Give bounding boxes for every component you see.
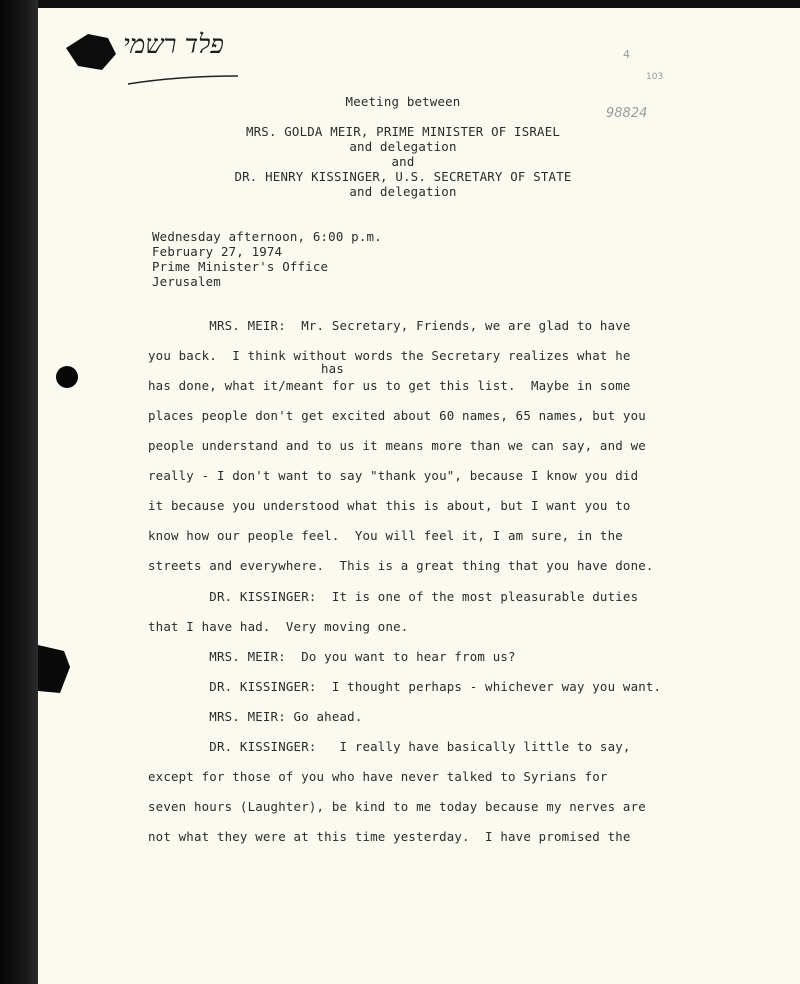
document-page	[38, 8, 800, 984]
meeting-time: Wednesday afternoon, 6:00 p.m.	[152, 229, 382, 244]
heading-line-3: and delegation	[349, 139, 457, 154]
body-line: people understand and to us it means more than we can say, and we	[148, 438, 646, 453]
body-line: MRS. MEIR: Mr. Secretary, Friends, we are glad to have	[148, 318, 631, 333]
body-line: except for those of you who have never talked to Syrians for	[148, 769, 608, 784]
body-line: know how our people feel. You will feel it, I am sure, in the	[148, 528, 623, 543]
body-line: DR. KISSINGER: It is one of the most pleasurable duties	[148, 589, 639, 604]
heading-line-5: DR. HENRY KISSINGER, U.S. SECRETARY OF STATE	[234, 169, 572, 184]
body-line: not what they were at this time yesterday. I have promised the	[148, 829, 631, 844]
heading-line-2: MRS. GOLDA MEIR, PRIME MINISTER OF ISRAEL	[245, 124, 561, 139]
scan-border-left	[0, 0, 38, 984]
pencil-ref-number: 98824	[606, 106, 648, 121]
body-line: that I have had. Very moving one.	[148, 619, 409, 634]
handwritten-note: פלד רשמי	[123, 30, 224, 60]
heading-line-6: and delegation	[349, 184, 457, 199]
body-line: streets and everywhere. This is a great thing that you have done.	[148, 558, 654, 573]
body-line: it because you understood what this is about, but I want you to	[148, 498, 631, 513]
body-line: really - I don't want to say "thank you", because I know you did	[148, 468, 639, 483]
punch-hole	[56, 366, 78, 388]
body-line: seven hours (Laughter), be kind to me today because my nerves are	[148, 799, 646, 814]
body-line: MRS. MEIR: Do you want to hear from us?	[148, 649, 516, 664]
body-line: DR. KISSINGER: I really have basically little to say,	[148, 739, 631, 754]
body-line: DR. KISSINGER: I thought perhaps - whichever way you want.	[148, 679, 662, 694]
meeting-place: Prime Minister's Office	[152, 259, 329, 274]
body-line: has done, what it/meant for us to get this list. Maybe in some	[148, 378, 631, 393]
torn-edge-mark	[30, 645, 74, 695]
pencil-number-top: 4	[623, 48, 630, 61]
body-line: MRS. MEIR: Go ahead.	[148, 709, 363, 724]
heading-line-4: and	[391, 154, 415, 169]
meeting-date: February 27, 1974	[152, 244, 283, 259]
inserted-word: has	[321, 361, 344, 376]
pencil-number-small: 103	[646, 72, 664, 82]
scan-border-top	[0, 0, 800, 8]
meeting-city: Jerusalem	[152, 274, 221, 289]
body-line: you back. I think without words the Secretary realizes what he	[148, 348, 631, 363]
heading-line-1: Meeting between	[345, 94, 461, 109]
body-line: places people don't get excited about 60 names, 65 names, but you	[148, 408, 646, 423]
